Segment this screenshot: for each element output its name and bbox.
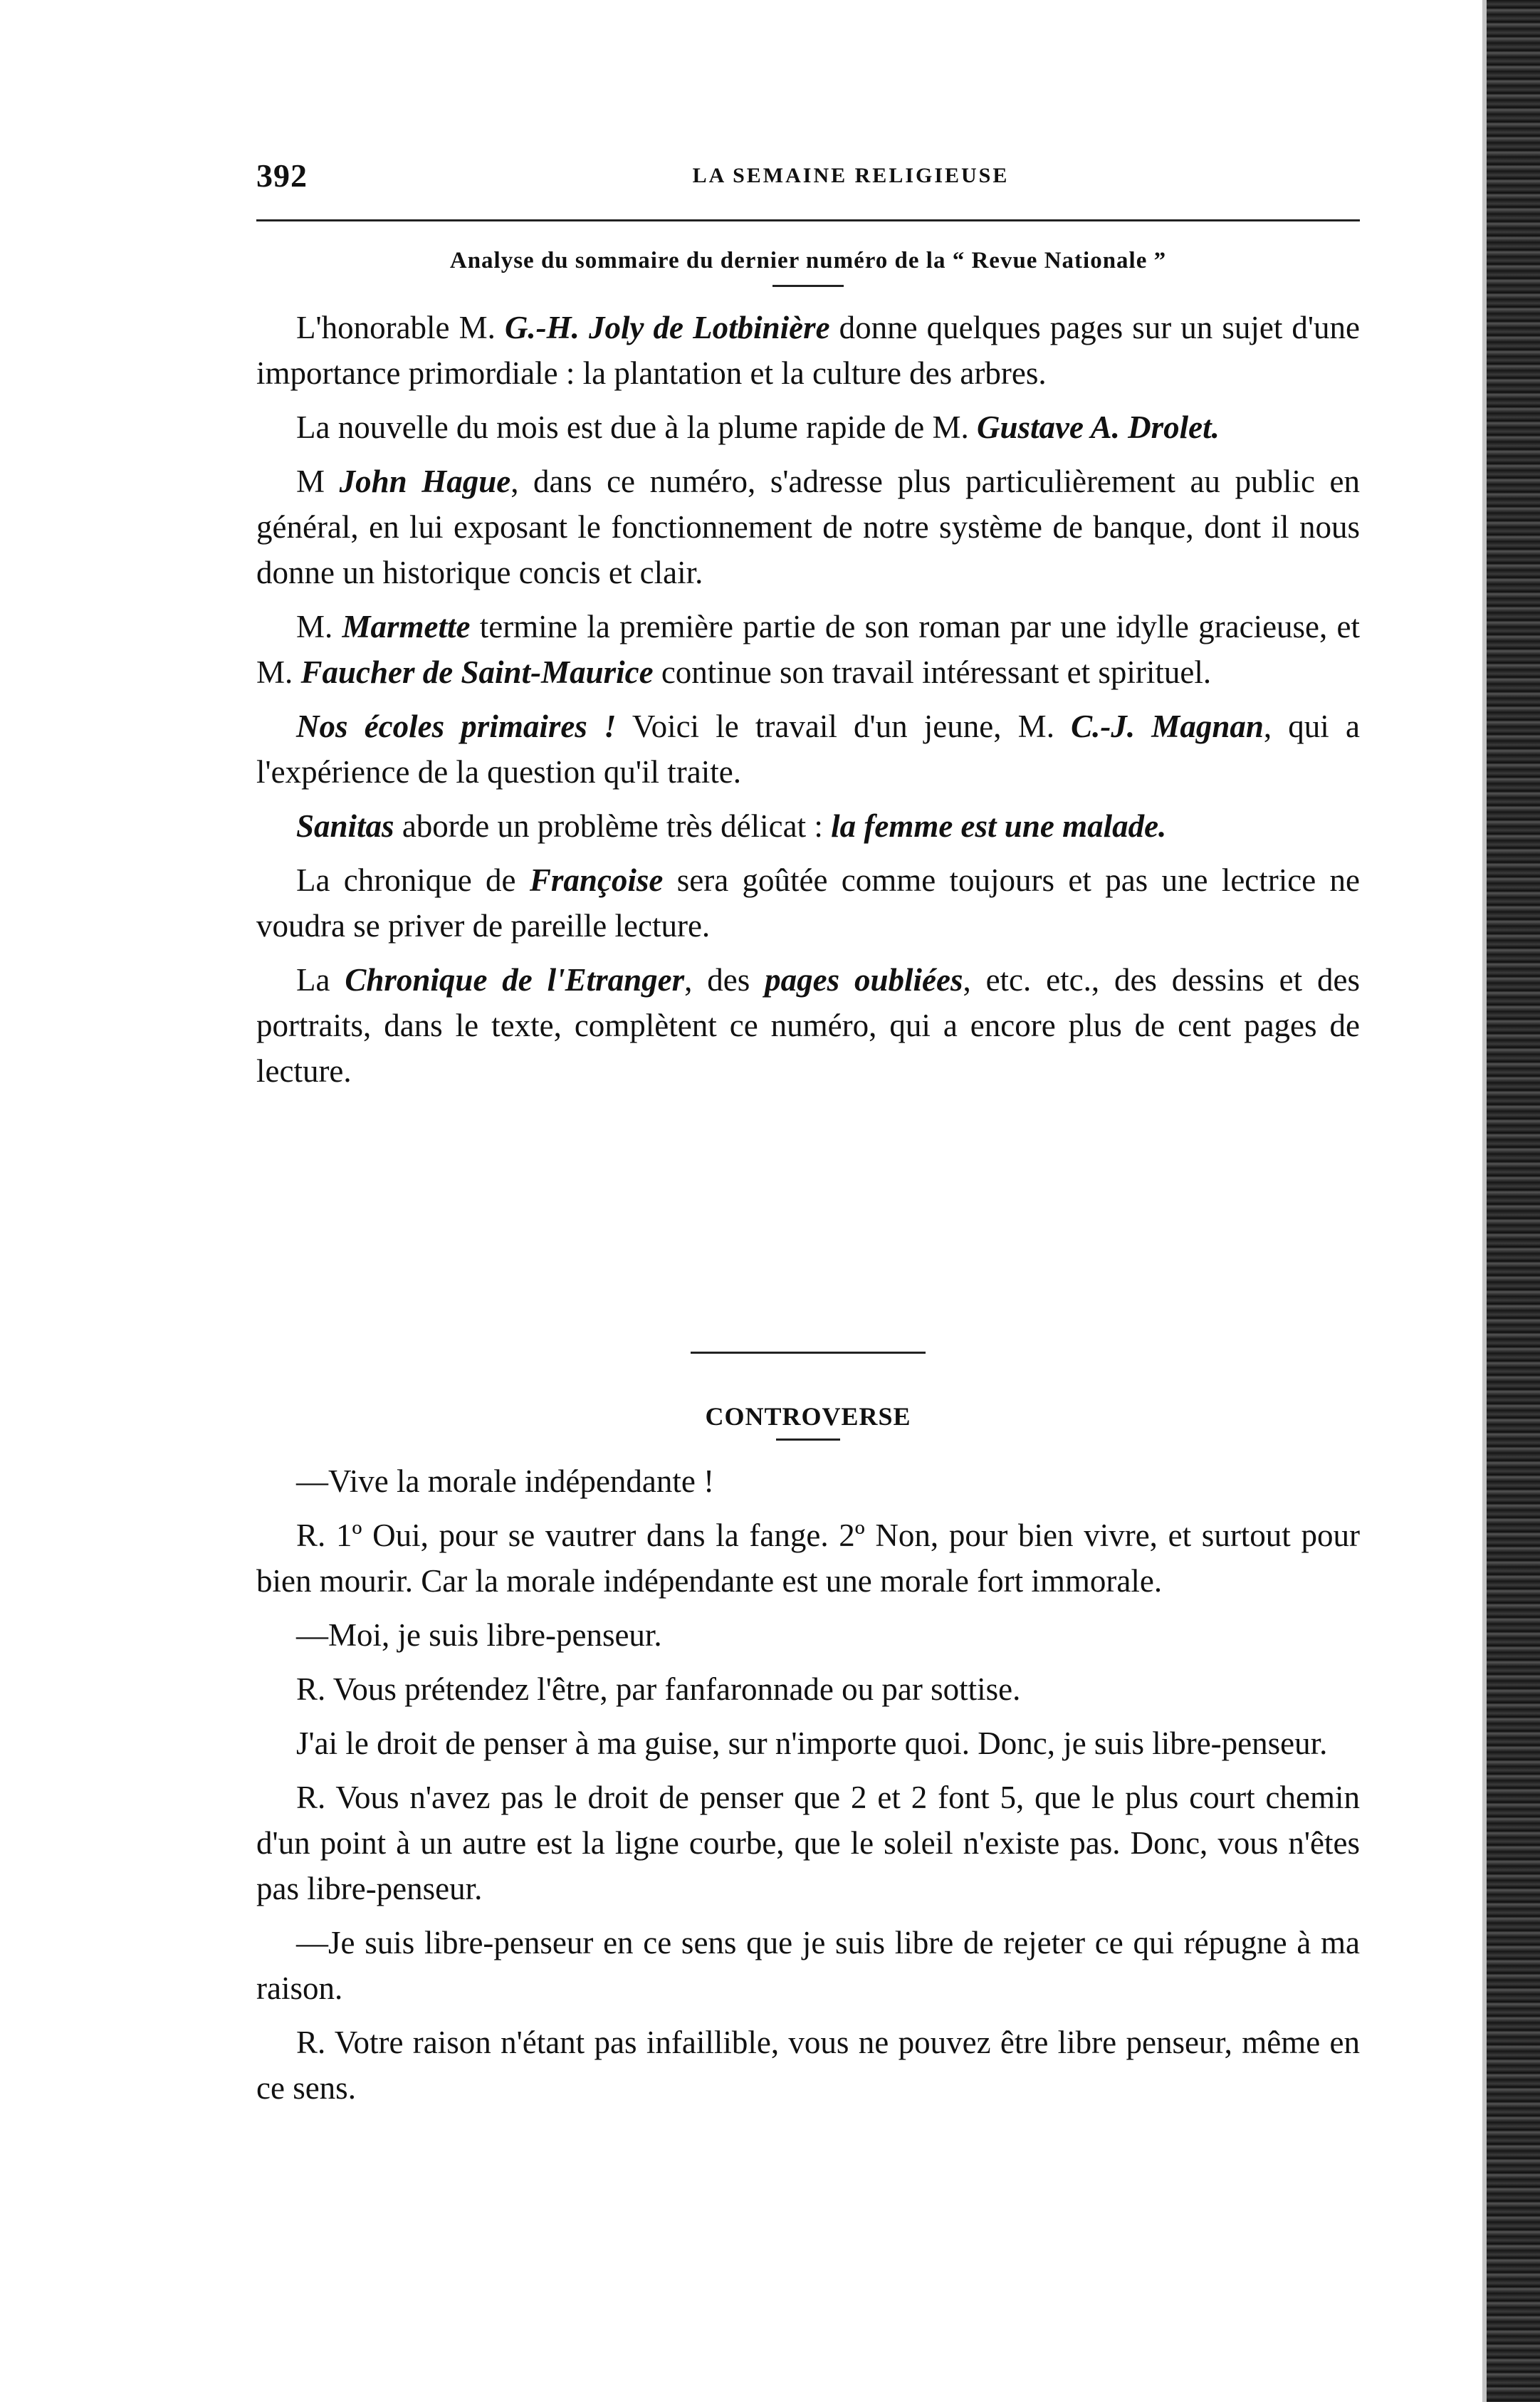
text-run: —Je suis libre-penseur en ce sens que je suis libre de rejeter ce qui répugne à ma raison. — [256, 1925, 1360, 2006]
italic-text: Marmette — [342, 609, 471, 644]
text-run: La — [296, 962, 345, 998]
running-head — [256, 157, 1360, 199]
italic-text: Gustave A. Drolet. — [977, 409, 1220, 445]
section-separator-rule — [691, 1352, 926, 1354]
text-run: M — [296, 464, 340, 499]
italic-text: Nos écoles primaires ! — [296, 709, 617, 744]
paragraph — [256, 704, 1360, 795]
text-run: La chronique de — [296, 862, 530, 898]
text-run: —Moi, je suis libre-penseur. — [296, 1617, 662, 1653]
page-number: 392 — [256, 157, 308, 194]
paragraph — [256, 1666, 1360, 1712]
paragraph — [256, 305, 1360, 396]
italic-text: G.-H. Joly de Lotbinière — [504, 310, 830, 345]
text-run: aborde un problème très délicat : — [394, 808, 832, 844]
text-run: R. Vous prétendez l'être, par fanfaronnade ou par sottise. — [296, 1671, 1021, 1707]
text-run: continue son travail intéressant et spirituel. — [653, 654, 1212, 690]
paragraph — [256, 1720, 1360, 1766]
text-run: , des — [684, 962, 765, 998]
section-title-controverse: CONTROVERSE — [705, 1402, 911, 1431]
text-run: Voici le travail d'un jeune, M. — [616, 709, 1072, 744]
paragraph — [256, 459, 1360, 595]
text-run: , qui a l'expérience de la question qu'il traite. — [256, 709, 1360, 790]
document-page — [256, 142, 1360, 2314]
text-run: donne quelques pages sur un sujet d'une importance primordiale : la plantation et la culture des arbres. — [256, 310, 1360, 391]
paragraph — [256, 1775, 1360, 1911]
journal-title: LA SEMAINE RELIGIEUSE — [692, 164, 1010, 187]
italic-text: John Hague — [339, 464, 511, 499]
text-run: R. 1º Oui, pour se vautrer dans la fange. 2º Non, pour bien vivre, et surtout pour bien mourir. Car la morale indépendante est une morale fort immorale. — [256, 1518, 1360, 1599]
section-analyse-body — [256, 305, 1360, 1102]
italic-text: Chronique de l'Etranger — [345, 962, 685, 998]
paragraph — [256, 604, 1360, 695]
text-run: termine la première partie de son roman par une idylle gracieuse, et M. — [256, 609, 1360, 690]
text-run: —Vive la morale indépendante ! — [296, 1463, 715, 1499]
italic-text: la femme est une malade. — [831, 808, 1167, 844]
text-run: sera goûtée comme toujours et pas une lectrice ne voudra se priver de pareille lecture. — [256, 862, 1361, 944]
paragraph — [256, 1513, 1360, 1604]
text-run: J'ai le droit de penser à ma guise, sur n'importe quoi. Donc, je suis libre-penseur. — [296, 1725, 1328, 1761]
text-run: , dans ce numéro, s'adresse plus particulièrement au public en général, en lui exposant le fonctionnement de notre système de banque, dont il nous donne un historique concis et clair. — [256, 464, 1360, 590]
book-spine-edge — [1487, 0, 1540, 2402]
paragraph — [256, 1920, 1360, 2011]
paragraph — [256, 1612, 1360, 1658]
paragraph — [256, 1458, 1360, 1504]
text-run: L'honorable M. — [296, 310, 505, 345]
paragraph — [256, 404, 1360, 450]
text-run: R. Votre raison n'étant pas infaillible, vous ne pouvez être libre penseur, même en ce sens. — [256, 2025, 1360, 2106]
text-run: R. Vous n'avez pas le droit de penser que 2 et 2 font 5, que le plus court chemin d'un point à un autre est la ligne courbe, que le soleil n'existe pas. Donc, vous n'êtes pas libre-penseur. — [256, 1780, 1360, 1906]
section-controverse-body — [256, 1458, 1360, 2119]
text-run: M. — [296, 609, 342, 644]
italic-text: Sanitas — [296, 808, 394, 844]
italic-text: Faucher de Saint-Maurice — [300, 654, 654, 690]
text-run: La nouvelle du mois est due à la plume rapide de M. — [296, 409, 977, 445]
title-underline — [772, 285, 844, 287]
paragraph — [256, 857, 1360, 949]
section-title-analyse: Analyse du sommaire du dernier numéro de la “ Revue Nationale ” — [449, 248, 1167, 273]
paragraph — [256, 2020, 1360, 2111]
paragraph — [256, 803, 1360, 849]
italic-text: pages oubliées — [765, 962, 963, 998]
controverse-underline — [776, 1438, 840, 1441]
paragraph — [256, 957, 1360, 1094]
italic-text: Françoise — [529, 862, 664, 898]
text-run: , etc. etc., des dessins et des portraits, dans le texte, complètent ce numéro, qui a encore plus de cent pages de lecture. — [256, 962, 1360, 1089]
header-rule — [256, 219, 1360, 221]
italic-text: C.-J. Magnan — [1071, 709, 1264, 744]
